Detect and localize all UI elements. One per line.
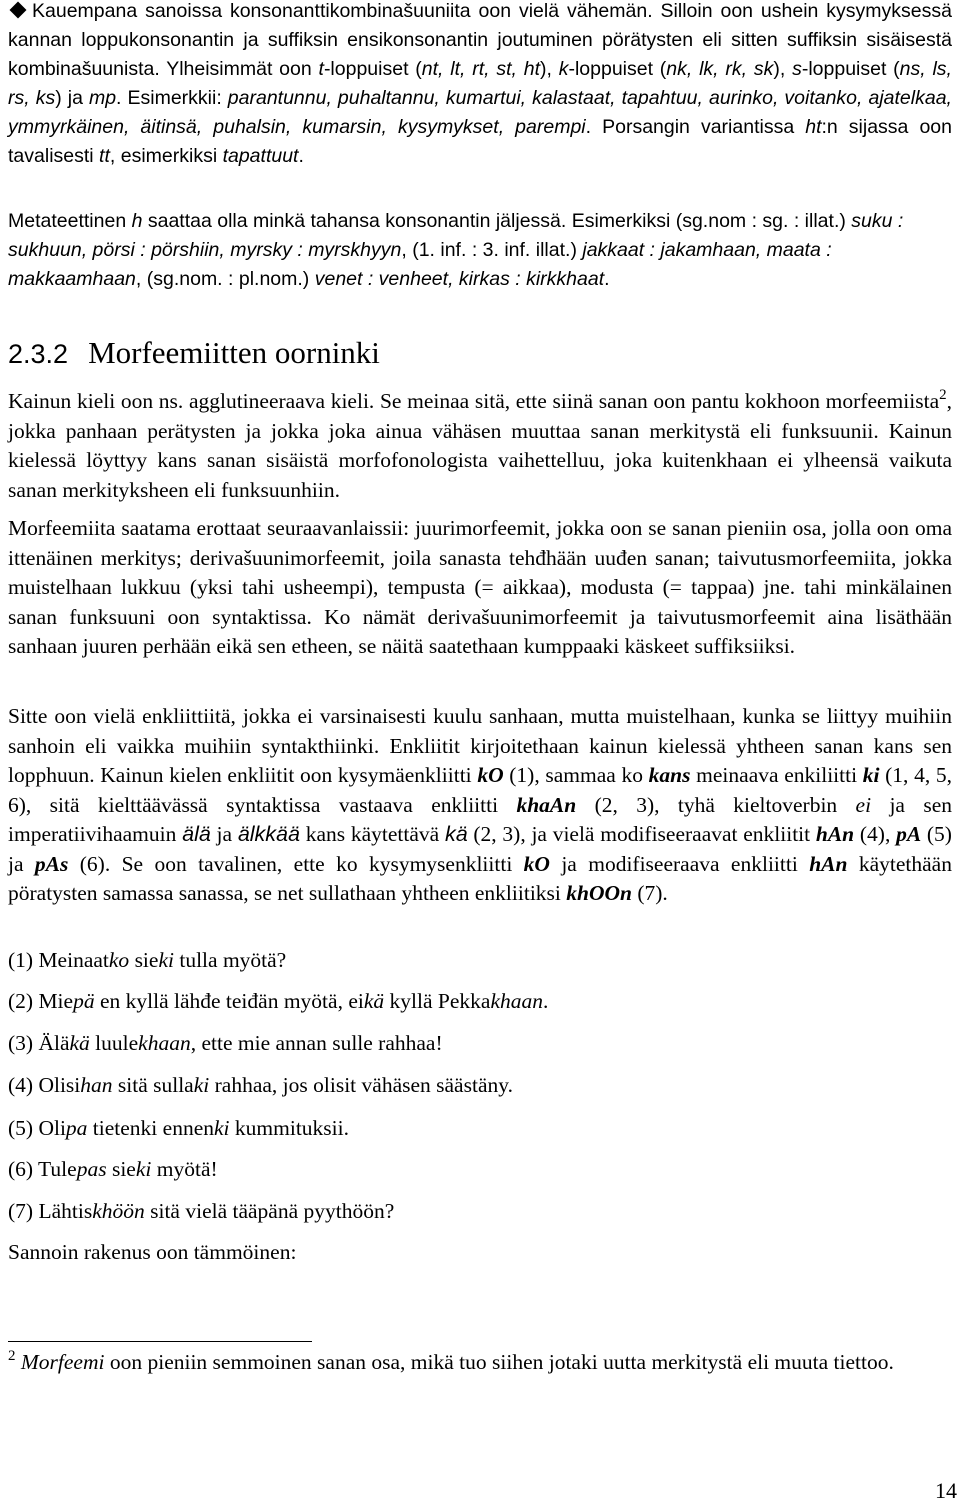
footnote-number: 2 bbox=[8, 1348, 16, 1364]
diamond-bullet-icon bbox=[10, 2, 27, 19]
footnote-divider bbox=[8, 1341, 312, 1342]
page-number: 14 bbox=[935, 1478, 957, 1503]
example-6: (6) Tulepas sieki myötä! bbox=[8, 1157, 218, 1181]
footnote-ref: 2 bbox=[939, 387, 947, 403]
section-number: 2.3.2 bbox=[8, 339, 69, 369]
footnote: $^2$ Morfeemi oon pieniin semmoinen sanan osa, mikä tuo siihen jotaki uutta merkitystä eli muuta tiettoo. bbox=[8, 1348, 894, 1374]
example-3: (3) Äläkä luulekhaan, ette mie annan sulle rahhaa! bbox=[8, 1031, 443, 1055]
example-7: (7) Lähtiskhöön sitä vielä tääpänä pyythöön? bbox=[8, 1199, 395, 1223]
example-4: (4) Olisihan sitä sullaki rahhaa, jos olisit vähäsen säästäny. bbox=[8, 1073, 513, 1097]
paragraph-enclitics: Sitte oon vielä enkliittiitä, jokka ei varsinaisesti kuulu sanhaan, mutta muistelhaan, kunka se liittyy muihiin sanhoin eli vaikka muihiin syntakthiinki. Enkliitit kirjoitethaan kainun kielessä yhtheen sanan kans sen lopphuun. Kainun kielen enkliitit oon kysymäenkliitti kO (1), sammaa ko kans meinaava enkiliitti ki (1, 4, 5, 6), sitä kielttäävässä syntaktissa vastaava enkliitti khaAn (2, 3), tyhä kieltoverbin ei ja sen imperatiivihaamuin älä ja älkkää kans käytettävä kä (2, 3), ja vielä modifiseeraavat enkliitit hAn (4), pA (5) ja pAs (6). Se oon tavalinen, ette ko kysymysenkliitti kO ja modifiseeraava enkliitti hAn käytethään pöratysten samassa sanassa, se net sullathaan yhtheen enkliitiksi khOOn (7). bbox=[8, 704, 953, 905]
example-1: (1) Meinaatko sieki tulla myötä? bbox=[8, 948, 287, 972]
paragraph-consonant-combinations: Kauempana sanoissa konsonanttikombinašuuniita oon vielä vähemän. Silloin oon ushein kysymyksessä kannan loppukonsonantin ja suffiksin ensikonsonantin joutuminen pörätysten eli sitten suffiksin sisäisestä kombinašuunista. Ylheisimmät oon t-loppuiset (nt, lt, rt, st, ht), k-loppuiset (nk, lk, rk, sk), s-loppuiset (ns, ls, rs, ks) ja mp. Esimerkkii: parantunnu, puhaltannu, kumartui, kalastaat, tapahtuu, aurinko, voitanko, ajatelkaa, ymmyrkäinen, äitinsä, puhalsin, kumarsin, kysymykset, parempi. Porsangin variantissa ht:n sijassa oon tavalisesti tt, esimerkiksi tapattuut. bbox=[8, 0, 952, 167]
paragraph-morpheme-types: Morfeemiita saatama erottaat seuraavanlaissii: juurimorfeemit, jokka oon se sanan pieniin osa, jolla oon oma ittenäinen merkitys; derivašuunimorfeemit, joila sanasta tehđhään uuđen sanan; taivutusmorfeemiita, jokka muistelhaan lukkuu (yksi tahi usheempi), tempusta (= aikkaa), modusta (= tappaa) jne. tahi minkälainen sanan funksuuni oon syntaktissa. Ko nämät derivašuunimorfeemit ja taivutusmorfeemit aina lisäthään sanhaan juuren perhään eikä sen etheen, se näitä saatethaan kumppaaki käskeet suffiksiiksi. bbox=[8, 516, 952, 658]
paragraph-metathetic-h: Metateettinen h saattaa olla minkä tahansa konsonantin jäljessä. Esimerkiksi (sg.nom : sg. : illat.) suku : sukhuun, pörsi : pörshiin, myrsky : myrskhyyn, (1. inf. : 3. inf. illat.) jakkaat : jakamhaan, maata : makkaamhaan, (sg.nom. : pl.nom.) venet : venheet, kirkas : kirkkhaat. bbox=[8, 210, 904, 290]
closing-line: Sannoin rakenus oon tämmöinen: bbox=[8, 1240, 297, 1264]
paragraph-agglutinative: Kainun kieli oon ns. agglutineeraava kieli. Se meinaa sitä, ette siinä sanan oon pantu kokhoon morfeemiista$^2$, jokka panhaan perätysten ja jokka joka ainua vähäsen muuttaa sanan merkitystä eli funksuunii. Kainun kielessä löyttyy kans sanan sisäistä morfofonologista vaihettelluu, joka kuitenkhaan ei ylheensä vaikuta sanan merkityksheen eli funksuunhiin. bbox=[8, 387, 952, 502]
example-2: (2) Miepä en kyllä lähđe teiđän myötä, eikä kyllä Pekkakhaan. bbox=[8, 989, 549, 1013]
example-5: (5) Olipa tietenki ennenki kummituksii. bbox=[8, 1116, 349, 1140]
section-title: Morfeemiitten oorninki bbox=[88, 335, 380, 370]
section-heading bbox=[8, 333, 380, 374]
